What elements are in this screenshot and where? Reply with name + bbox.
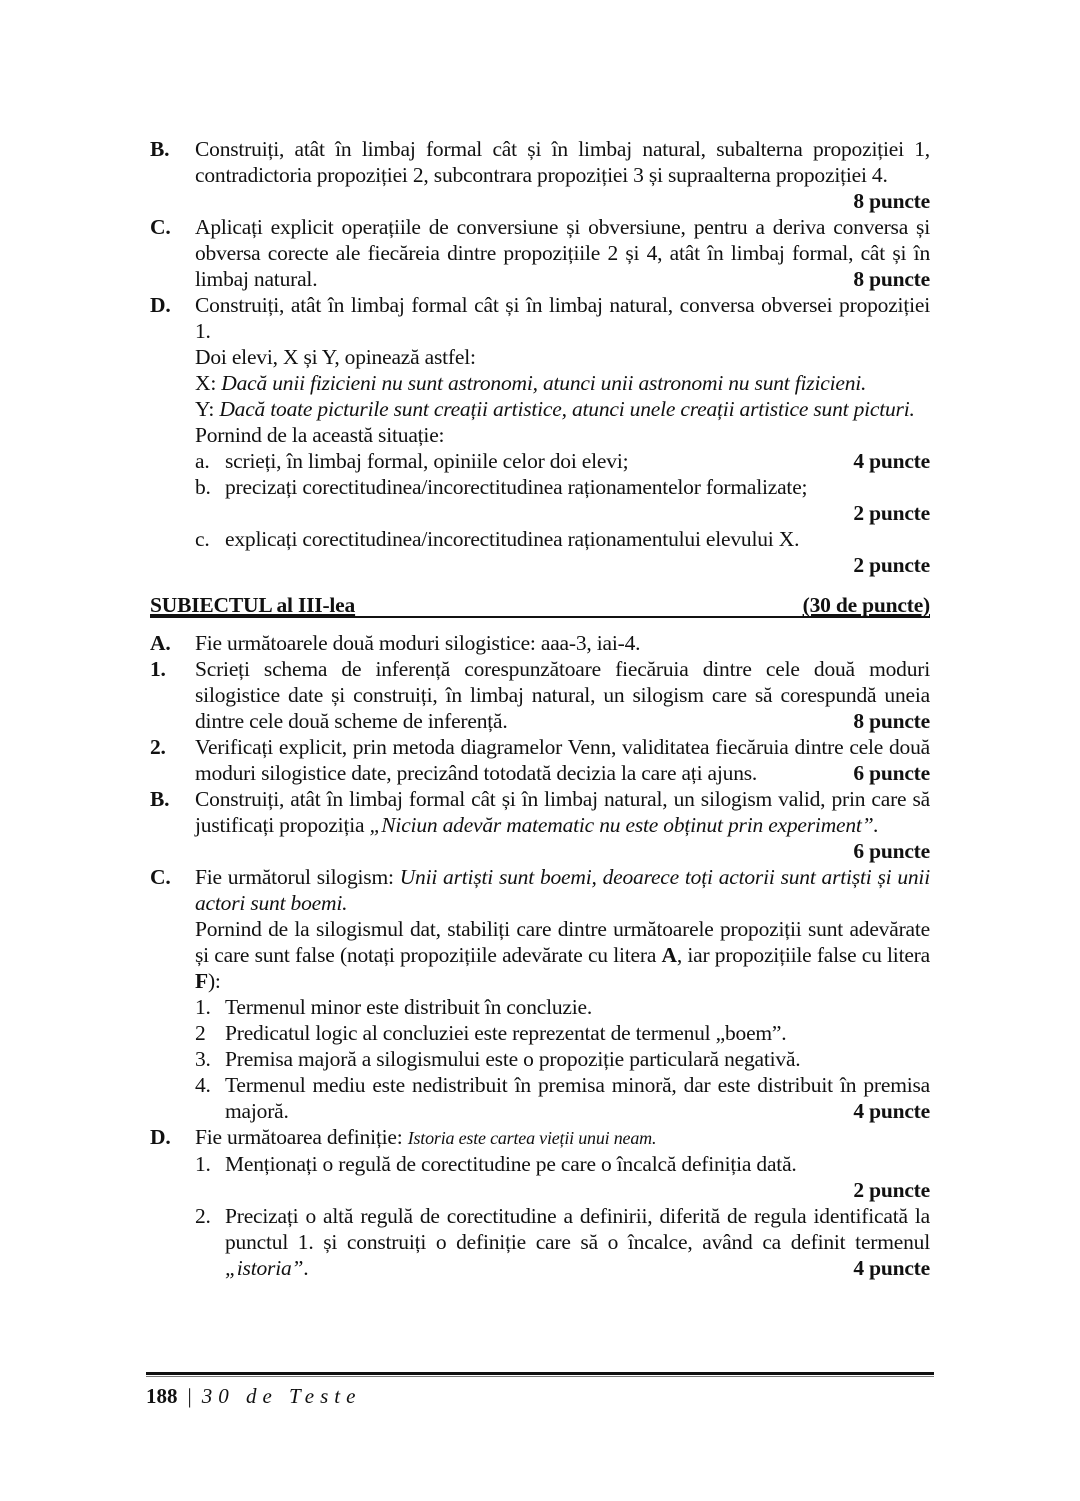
task-label: 2. — [195, 1204, 211, 1228]
page-number: 188 — [146, 1384, 178, 1408]
task-body — [225, 1203, 930, 1281]
defined-term: „istoria” — [225, 1256, 304, 1280]
task-1 — [195, 1151, 930, 1203]
task-label: a. — [195, 449, 210, 473]
task-text: scrieți, în limbaj formal, opiniile celor doi elevi; — [225, 449, 629, 473]
footer-text — [146, 1383, 934, 1409]
item-body — [195, 864, 930, 1124]
item-2c — [150, 214, 930, 292]
item-label: B. — [150, 787, 170, 811]
points: 2 puncte — [853, 501, 930, 525]
footer-separator: | — [187, 1384, 192, 1408]
item-body — [195, 214, 930, 292]
item-label: 2. — [150, 735, 166, 759]
letter-true: A — [661, 943, 677, 967]
page-footer — [146, 1372, 934, 1409]
students-intro: Doi elevi, X și Y, opinează astfel: — [195, 345, 476, 369]
item-body — [195, 292, 930, 578]
task-text: explicați corectitudinea/incorectitudinea raționamentului elevului X. — [225, 527, 800, 551]
statement-body — [225, 1072, 930, 1124]
tasks-lead: Pornind de la această situație: — [195, 423, 445, 447]
task-c — [195, 526, 930, 578]
statement-text: Termenul mediu este nedistribuit în premisa minoră, dar este distribuit în premisa majoră. — [225, 1073, 930, 1123]
item-body — [195, 786, 930, 864]
syllogism-line — [195, 864, 930, 916]
item-3a — [150, 630, 930, 656]
task-b — [195, 474, 930, 526]
task-label: c. — [195, 527, 210, 551]
student-x-label: X: — [195, 371, 222, 395]
definition-text: Istoria este cartea vieții unui neam. — [407, 1128, 657, 1148]
item-label: C. — [150, 215, 171, 239]
item-3a-2 — [150, 734, 930, 786]
section-total-points: (30 de puncte) — [802, 593, 930, 617]
points: 2 puncte — [853, 553, 930, 577]
points: 8 puncte — [853, 709, 930, 733]
item-text: Construiți, atât în limbaj formal cât și în limbaj natural, subalterna propoziției 1, contradictoria propoziției 2, subcontrara propoziției 3 și supraalterna propoziției 4. — [195, 137, 930, 187]
task-label: 1. — [195, 1152, 211, 1176]
item-2b — [150, 136, 930, 214]
section-title: SUBIECTUL al III-lea — [150, 593, 356, 617]
definition-line — [195, 1124, 930, 1151]
footer-rule — [146, 1372, 934, 1375]
points: 6 puncte — [853, 839, 930, 863]
instr-part: Pornind de la silogismul dat, stabiliți care dintre următoarele propoziții sunt adevărate și care sunt false (notați propozițiile adevărate cu litera — [195, 917, 930, 967]
item-label: D. — [150, 1125, 171, 1149]
item-label: C. — [150, 865, 171, 889]
task-body — [225, 526, 930, 578]
item-text: Construiți, atât în limbaj formal cât și în limbaj natural, un silogism valid, prin care să justificați propoziția — [195, 787, 930, 837]
item-3a-1 — [150, 656, 930, 734]
task-text-end: . — [303, 1256, 309, 1280]
item-text: Construiți, atât în limbaj formal cât și în limbaj natural, conversa obversei propoziției 1. — [195, 293, 930, 343]
statement-label: 1. — [195, 995, 211, 1019]
item-3b — [150, 786, 930, 864]
section-heading — [150, 594, 930, 618]
task-2 — [195, 1203, 930, 1281]
book-title: 30 de Teste — [201, 1384, 362, 1408]
task-label: b. — [195, 475, 211, 499]
points: 6 puncte — [853, 761, 930, 785]
task-body — [225, 474, 930, 526]
statement-text: Termenul minor este distribuit în concluzie. — [225, 995, 593, 1019]
item-2d — [150, 292, 930, 578]
item-body — [195, 136, 930, 214]
item-body — [195, 656, 930, 734]
item-3c — [150, 864, 930, 1124]
page-content — [150, 136, 930, 1281]
item-label: B. — [150, 137, 170, 161]
letter-false: F — [195, 969, 208, 993]
item-label: 1. — [150, 657, 166, 681]
points: 8 puncte — [853, 267, 930, 291]
quoted-proposition: „Niciun adevăr matematic nu este obținut prin experiment”. — [369, 813, 879, 837]
syllogism-prefix: Fie următorul silogism: — [195, 865, 400, 889]
statement-label: 2 — [195, 1021, 206, 1045]
statement-label: 4. — [195, 1073, 211, 1097]
points: 4 puncte — [853, 1099, 930, 1123]
item-body — [195, 734, 930, 786]
task-body — [225, 448, 930, 474]
student-x-opinion — [195, 370, 930, 396]
item-label: D. — [150, 293, 171, 317]
instr-part: , iar propozițiile false cu litera — [676, 943, 930, 967]
points: 4 puncte — [853, 1256, 930, 1280]
task-a — [195, 448, 930, 474]
item-text: Aplicați explicit operațiile de conversiune și obversiune, pentru a deriva conversa și obversa corecte ale fiecăreia dintre propozițiile 2 și 4, atât în limbaj formal, cât și în limbaj natural. — [195, 215, 930, 291]
definition-prefix: Fie următoarea definiție: — [195, 1125, 408, 1149]
student-y-text: Dacă toate picturile sunt creații artistice, atunci unele creații artistice sunt picturi. — [219, 397, 915, 421]
points: 2 puncte — [853, 1178, 930, 1202]
task-body — [225, 1151, 930, 1203]
task-text: Precizați o altă regulă de corectitudine a definirii, diferită de regula identificată la punctul 1. și construiți o definiție care să o încalce, având ca definit termenul — [225, 1204, 930, 1254]
student-y-label: Y: — [195, 397, 220, 421]
footer-rule-thin — [146, 1376, 934, 1377]
item-label: A. — [150, 631, 171, 655]
statement — [195, 1046, 930, 1072]
instr-part: ): — [207, 969, 221, 993]
item-text: Fie următoarele două moduri silogistice: aaa-3, iai-4. — [195, 631, 641, 655]
item-text: Verificați explicit, prin metoda diagramelor Venn, validitatea fiecăruia dintre cele două moduri silogistice date, precizând totodată decizia la care ați ajuns. — [195, 735, 930, 785]
instructions — [195, 916, 930, 994]
statement — [195, 994, 930, 1020]
item-text: Scrieți schema de inferență corespunzătoare fiecăruia dintre cele două moduri silogistice date și construiți, în limbaj natural, un silogism care să corespundă uneia dintre cele două scheme de inferență. — [195, 657, 930, 733]
student-x-text: Dacă unii fizicieni nu sunt astronomi, atunci unii astronomi nu sunt fizicieni. — [221, 371, 867, 395]
statement — [195, 1072, 930, 1124]
statement-label: 3. — [195, 1047, 211, 1071]
item-body — [195, 1124, 930, 1281]
task-text: precizați corectitudinea/incorectitudinea raționamentelor formalizate; — [225, 475, 808, 499]
statement-text: Predicatul logic al concluziei este reprezentat de termenul „boem”. — [225, 1021, 787, 1045]
syllogism-text: Unii artiști sunt boemi, deoarece toți actorii sunt artiști și unii actori sunt boemi. — [195, 865, 930, 915]
item-3d — [150, 1124, 930, 1281]
statement-text: Premisa majoră a silogismului este o propoziție particulară negativă. — [225, 1047, 801, 1071]
task-text: Menționați o regulă de corectitudine pe care o încalcă definiția dată. — [225, 1152, 797, 1176]
points: 4 puncte — [853, 449, 930, 473]
points: 8 puncte — [853, 189, 930, 213]
student-y-opinion — [195, 396, 930, 422]
statement — [195, 1020, 930, 1046]
